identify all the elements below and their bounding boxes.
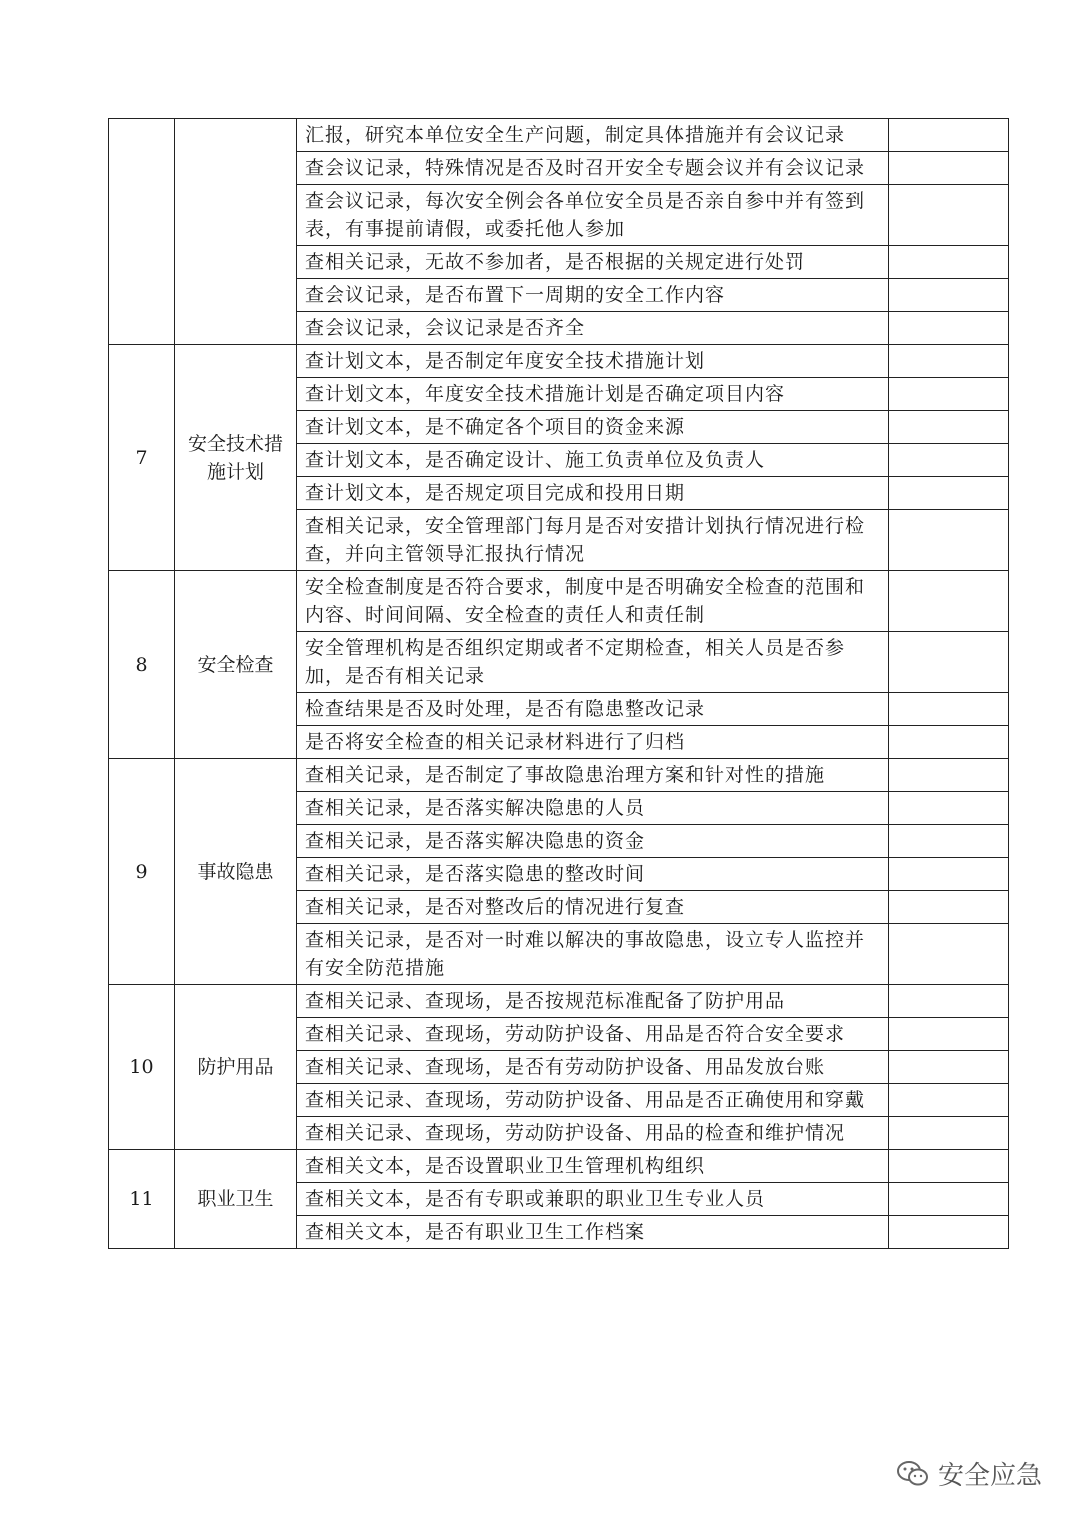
check-content-cell: 查计划文本，是否制定年度安全技术措施计划: [297, 345, 889, 378]
check-result-cell: [889, 378, 1009, 411]
check-content-cell: 查相关记录，是否对整改后的情况进行复查: [297, 891, 889, 924]
check-result-cell: [889, 759, 1009, 792]
check-result-cell: [889, 792, 1009, 825]
table-row: [109, 1150, 1009, 1183]
account-watermark: [896, 1455, 1042, 1492]
check-content-cell: 查计划文本，年度安全技术措施计划是否确定项目内容: [297, 378, 889, 411]
check-result-cell: [889, 1216, 1009, 1249]
check-content-cell: 安全管理机构是否组织定期或者不定期检查，相关人员是否参加，是否有相关记录: [297, 632, 889, 693]
check-result-cell: [889, 1117, 1009, 1150]
check-content-cell: 查相关记录，是否落实解决隐患的资金: [297, 825, 889, 858]
check-content-cell: 查相关记录、查现场，是否按规范标准配备了防护用品: [297, 985, 889, 1018]
check-result-cell: [889, 1084, 1009, 1117]
check-content-cell: 查相关记录、查现场，劳动防护设备、用品的检查和维护情况: [297, 1117, 889, 1150]
check-content-cell: 汇报，研究本单位安全生产问题，制定具体措施并有会议记录: [297, 119, 889, 152]
check-result-cell: [889, 693, 1009, 726]
check-content-cell: 查相关文本，是否有专职或兼职的职业卫生专业人员: [297, 1183, 889, 1216]
check-result-cell: [889, 152, 1009, 185]
check-content-cell: 查相关记录、查现场，劳动防护设备、用品是否正确使用和穿戴: [297, 1084, 889, 1117]
check-content-cell: 查计划文本，是否确定设计、施工负责单位及负责人: [297, 444, 889, 477]
check-content-cell: 查计划文本，是不确定各个项目的资金来源: [297, 411, 889, 444]
check-result-cell: [889, 444, 1009, 477]
table-row: [109, 759, 1009, 792]
section-item-name: 安全技术措施计划: [175, 345, 297, 571]
check-result-cell: [889, 1150, 1009, 1183]
section-number: [109, 119, 175, 345]
check-result-cell: [889, 924, 1009, 985]
check-result-cell: [889, 858, 1009, 891]
check-content-cell: 查相关记录，是否落实解决隐患的人员: [297, 792, 889, 825]
check-result-cell: [889, 726, 1009, 759]
check-result-cell: [889, 1183, 1009, 1216]
check-content-cell: 检查结果是否及时处理，是否有隐患整改记录: [297, 693, 889, 726]
check-content-cell: 查相关文本，是否有职业卫生工作档案: [297, 1216, 889, 1249]
inspection-checklist-table: [108, 118, 1009, 1249]
section-number: 11: [109, 1150, 175, 1249]
check-result-cell: [889, 1051, 1009, 1084]
check-result-cell: [889, 510, 1009, 571]
check-content-cell: 查会议记录，会议记录是否齐全: [297, 312, 889, 345]
check-content-cell: 查计划文本，是否规定项目完成和投用日期: [297, 477, 889, 510]
check-result-cell: [889, 312, 1009, 345]
check-result-cell: [889, 985, 1009, 1018]
check-result-cell: [889, 345, 1009, 378]
watermark-text: 安全应急: [937, 1461, 1042, 1491]
check-result-cell: [889, 891, 1009, 924]
section-item-name: 防护用品: [175, 985, 297, 1150]
wechat-icon: [896, 1459, 930, 1489]
section-item-name: 事故隐患: [175, 759, 297, 985]
table-row: [109, 985, 1009, 1018]
check-content-cell: 安全检查制度是否符合要求，制度中是否明确安全检查的范围和内容、时间间隔、安全检查的责任人和责任制: [297, 571, 889, 632]
check-content-cell: 查相关记录、查现场，是否有劳动防护设备、用品发放台账: [297, 1051, 889, 1084]
table-row: [109, 345, 1009, 378]
check-result-cell: [889, 119, 1009, 152]
check-content-cell: 查相关记录，是否对一时难以解决的事故隐患，设立专人监控并有安全防范措施: [297, 924, 889, 985]
section-item-name: 职业卫生: [175, 1150, 297, 1249]
section-number: 8: [109, 571, 175, 759]
check-result-cell: [889, 632, 1009, 693]
check-content-cell: 查相关记录，安全管理部门每月是否对安措计划执行情况进行检查，并向主管领导汇报执行情况: [297, 510, 889, 571]
check-result-cell: [889, 571, 1009, 632]
section-item-name: [175, 119, 297, 345]
check-result-cell: [889, 825, 1009, 858]
check-content-cell: 查会议记录，是否布置下一周期的安全工作内容: [297, 279, 889, 312]
check-result-cell: [889, 185, 1009, 246]
check-content-cell: 查会议记录，特殊情况是否及时召开安全专题会议并有会议记录: [297, 152, 889, 185]
section-item-name: 安全检查: [175, 571, 297, 759]
table-row: [109, 119, 1009, 152]
check-content-cell: 查相关记录，是否落实隐患的整改时间: [297, 858, 889, 891]
check-content-cell: 查相关记录、查现场，劳动防护设备、用品是否符合安全要求: [297, 1018, 889, 1051]
section-number: 7: [109, 345, 175, 571]
section-number: 9: [109, 759, 175, 985]
check-result-cell: [889, 246, 1009, 279]
check-result-cell: [889, 1018, 1009, 1051]
check-result-cell: [889, 411, 1009, 444]
section-number: 10: [109, 985, 175, 1150]
check-content-cell: 查相关记录，无故不参加者，是否根据的关规定进行处罚: [297, 246, 889, 279]
table-row: [109, 571, 1009, 632]
check-content-cell: 查会议记录，每次安全例会各单位安全员是否亲自参中并有签到表，有事提前请假，或委托他人参加: [297, 185, 889, 246]
check-content-cell: 是否将安全检查的相关记录材料进行了归档: [297, 726, 889, 759]
check-content-cell: 查相关文本，是否设置职业卫生管理机构组织: [297, 1150, 889, 1183]
check-result-cell: [889, 279, 1009, 312]
check-content-cell: 查相关记录，是否制定了事故隐患治理方案和针对性的措施: [297, 759, 889, 792]
check-result-cell: [889, 477, 1009, 510]
